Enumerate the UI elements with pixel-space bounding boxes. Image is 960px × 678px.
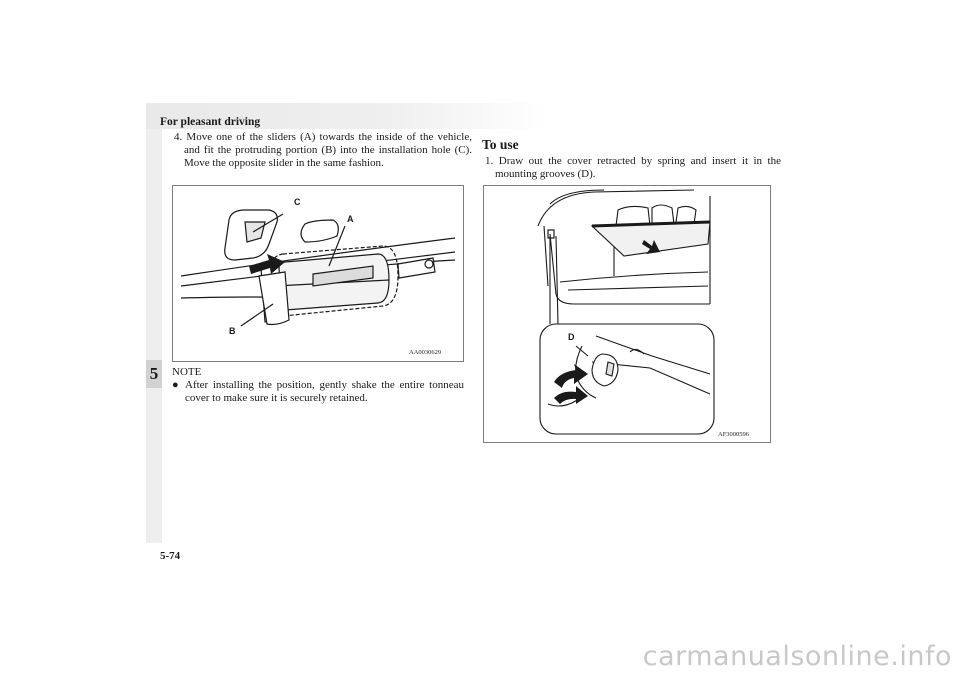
callout-b: B [229,326,236,336]
section-title: To use [482,137,519,152]
slider-installation-illustration [173,186,463,361]
step-4 [174,131,472,170]
cargo-area-figure [483,185,771,443]
callout-a: A [347,214,354,224]
callout-c: C [294,197,301,207]
step-1 [485,155,781,181]
figure-code: AA0030629 [409,349,442,356]
section-header: For pleasant driving [160,116,261,128]
chapter-tab: 5 [146,360,162,388]
chapter-side-bar [146,129,162,543]
note-bullet: ● [172,379,179,391]
callout-d: D [568,332,575,342]
note-item [172,379,464,405]
figure-code-right: AF3000596 [718,431,750,438]
watermark[interactable]: carmanualsonline.info [642,641,952,672]
cargo-area-illustration [484,186,770,442]
step-1-text: Draw out the cover retracted by spring and insert it in the mounting grooves (D). [495,155,781,180]
page-number: 5-74 [160,550,181,562]
step-4-number: 4. [174,131,183,143]
note-label: NOTE [172,366,202,378]
note-text: After installing the position, gently shake the entire tonneau cover to make sure it is securely retained. [185,379,464,404]
step-4-text: Move one of the sliders (A) towards the inside of the vehicle, and fit the protruding portion (B) into the installation hole (C). Move the opposite slider in the same fashion. [184,131,472,169]
step-1-number: 1. [485,155,494,167]
slider-installation-figure [172,185,464,362]
